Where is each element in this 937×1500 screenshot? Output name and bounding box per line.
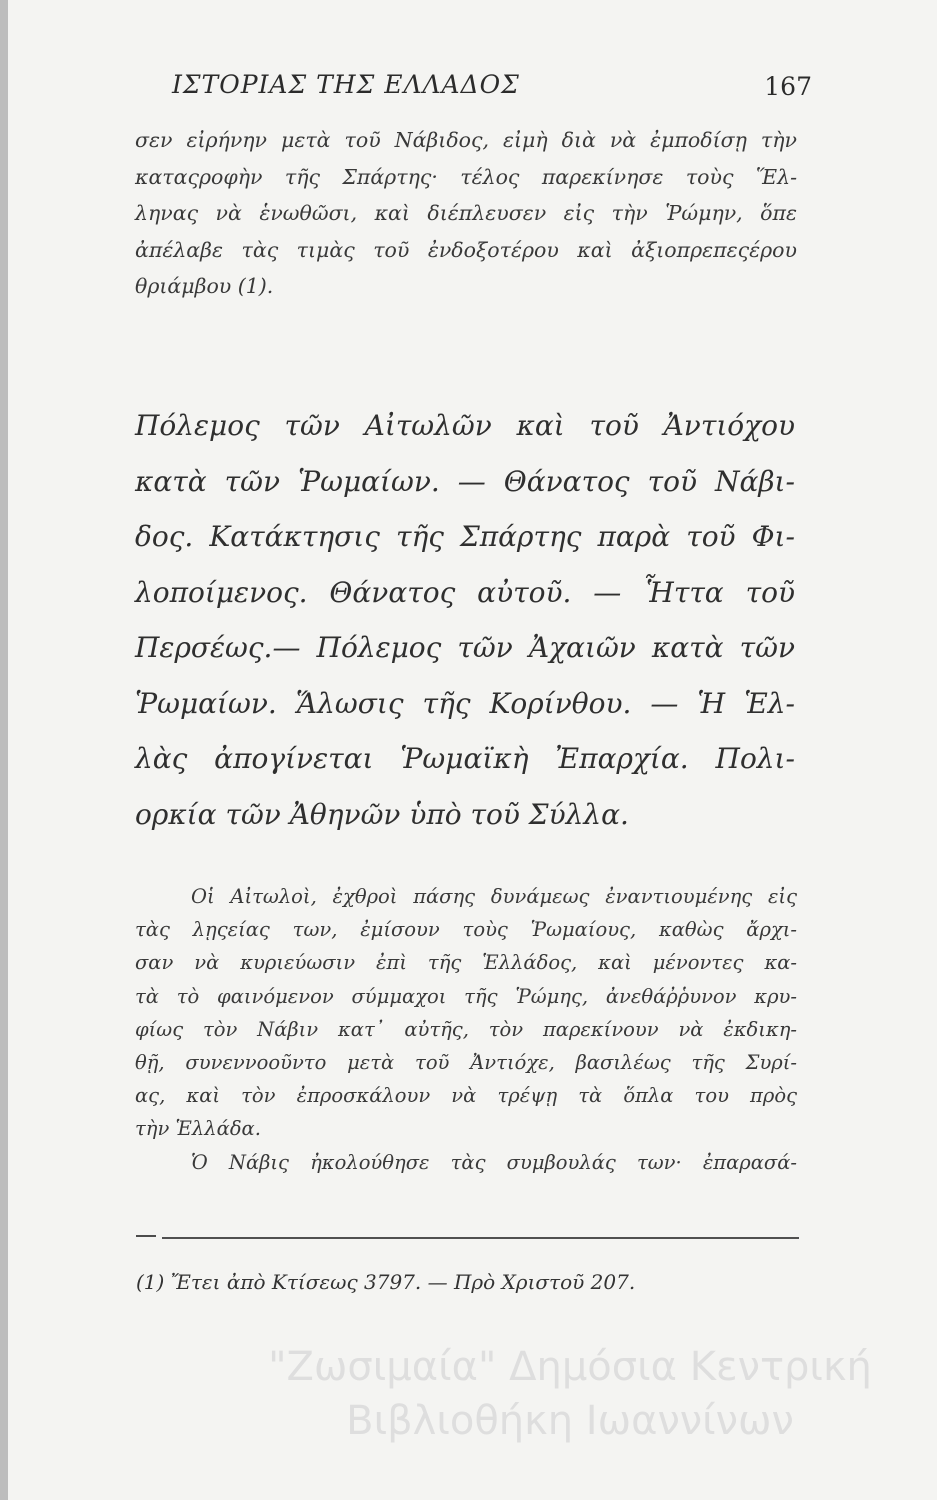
- library-watermark: [220, 1340, 920, 1448]
- top-paragraph-line: σεν εἰρήνην μετὰ τοῦ Νάβιδος, εἰμὴ διὰ νὰ ἐμποδίσῃ τὴν: [135, 128, 797, 152]
- body-line: Οἱ Αἰτωλοὶ, ἐχθροὶ πάσης δυνάμεως ἐναντιουμένης εἰς: [191, 885, 797, 908]
- body-line: τὰ τὸ φαινόμενον σύμμαχοι τῆς Ῥώμης, ἀνεθάῤῥυνον κρυ-: [135, 984, 797, 1008]
- top-paragraph-line: ἀπέλαβε τὰς τιμὰς τοῦ ἐνδοξοτέρου καὶ ἀξιοπρεπεςέρου: [135, 237, 797, 262]
- chapter-summary: [135, 398, 795, 842]
- summary-line: Ῥωμαίων. Ἅλωσις τῆς Κορίνθου. — Ἡ Ἑλ-: [135, 686, 795, 720]
- running-title: ΙΣΤΟΡΙΑΣ ΤΗΣ ΕΛΛΑΔΟΣ: [172, 70, 520, 99]
- footnote: (1) Ἔτει ἀπὸ Κτίσεως 3797. — Πρὸ Χριστοῦ 207.: [136, 1270, 636, 1294]
- body-line: ας, καὶ τὸν ἐπροσκάλουν νὰ τρέψῃ τὰ ὅπλα του πρὸς: [135, 1084, 797, 1108]
- summary-line: λὰς ἀπογίνεται Ῥωμαϊκὴ Ἐπαρχία. Πολι-: [135, 742, 795, 775]
- page-header: [172, 62, 812, 110]
- body-line: σαν νὰ κυριεύωσιν ἐπὶ τῆς Ἑλλάδος, καὶ μένοντες κα-: [135, 951, 797, 975]
- footnote-divider-short: [136, 1235, 156, 1237]
- body-line: φίως τὸν Νάβιν κατ᾽ αὐτῆς, τὸν παρεκίνουν νὰ ἐκδικη-: [135, 1017, 797, 1041]
- top-paragraph: [135, 122, 797, 305]
- summary-line: Περσέως.— Πόλεμος τῶν Ἀχαιῶν κατὰ τῶν: [135, 631, 795, 664]
- footnote-divider: [162, 1237, 799, 1239]
- body-line: τὴν Ἑλλάδα.: [135, 1117, 261, 1141]
- summary-line: ορκία τῶν Ἀθηνῶν ὑπὸ τοῦ Σύλλα.: [135, 797, 629, 831]
- body-line: Ὁ Νάβις ἠκολούθησε τὰς συμβουλάς των· ἐπαρασά-: [191, 1150, 797, 1174]
- top-paragraph-line: θριάμβου (1).: [135, 274, 274, 298]
- top-paragraph-line: καταςροφὴν τῆς Σπάρτης· τέλος παρεκίνησε τοὺς Ἕλ-: [135, 164, 797, 189]
- watermark-line-1: "Ζωσιμαία" Δημόσια Κεντρική: [268, 1344, 872, 1390]
- watermark-line-2: Βιβλιοθήκη Ιωαννίνων: [346, 1398, 794, 1444]
- body-line: τὰς λῃςείας των, ἐμίσουν τοὺς Ῥωμαίους, καθὼς ἄρχι-: [135, 918, 797, 942]
- summary-line: κατὰ τῶν Ῥωμαίων. — Θάνατος τοῦ Νάβι-: [135, 464, 795, 498]
- summary-line: δος. Κατάκτησις τῆς Σπάρτης παρὰ τοῦ Φι-: [135, 520, 795, 553]
- page-binding-edge: [0, 0, 8, 1500]
- body-paragraph: [135, 880, 797, 1179]
- top-paragraph-line: ληνας νὰ ἑνωθῶσι, καὶ διέπλευσεν εἰς τὴν Ῥώμην, ὅπε: [135, 201, 797, 225]
- body-line: θῇ, συνεννοοῦντο μετὰ τοῦ Ἀντιόχε, βασιλέως τῆς Συρί-: [135, 1051, 797, 1075]
- page-number: 167: [764, 72, 812, 101]
- summary-line: Πόλεμος τῶν Αἰτωλῶν καὶ τοῦ Ἀντιόχου: [135, 409, 795, 442]
- summary-line: λοποίμενος. Θάνατος αὐτοῦ. — Ἧττα τοῦ: [135, 575, 795, 609]
